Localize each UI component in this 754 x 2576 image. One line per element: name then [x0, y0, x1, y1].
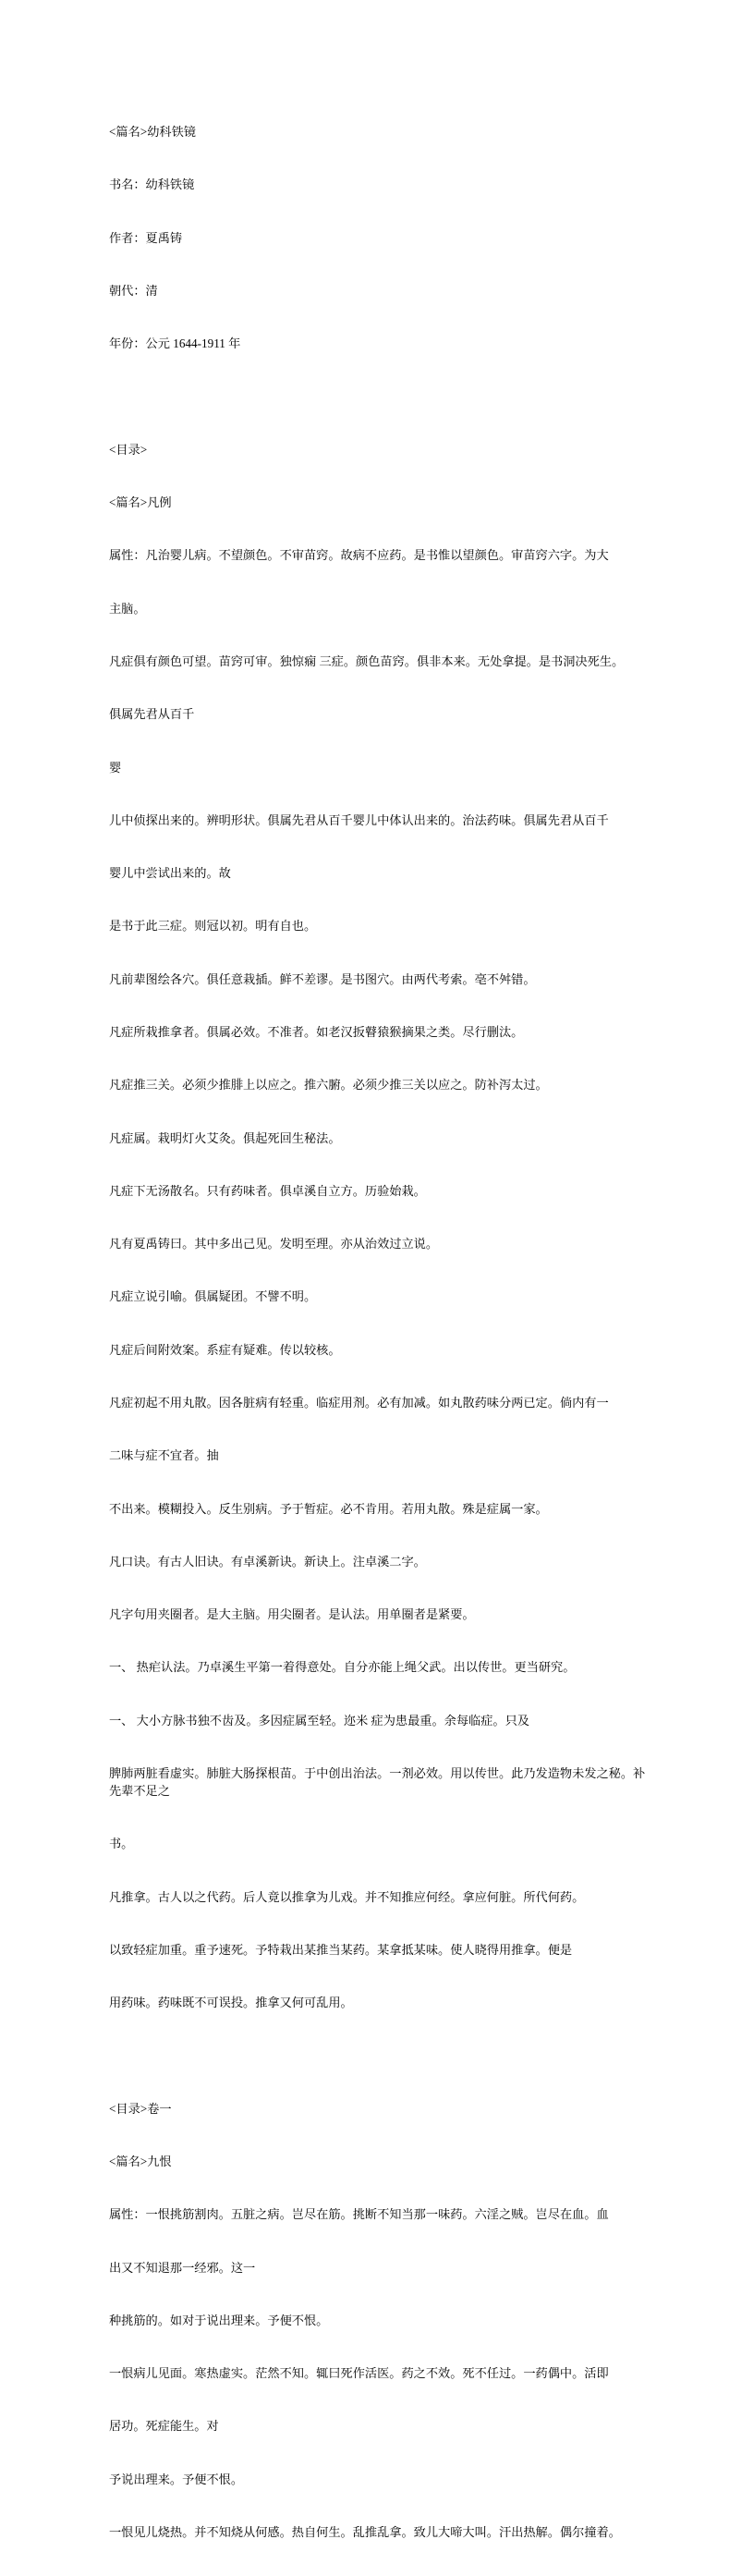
text-line: 不出来。模糊投入。反生别病。予于暂症。必不肯用。若用丸散。殊是症属一家。 — [109, 1501, 548, 1516]
text-line — [109, 2046, 651, 2064]
text-line — [109, 388, 651, 406]
text-line: <目录> — [109, 442, 148, 457]
text-line: <篇名>九恨 — [109, 2154, 172, 2168]
text-line: 用药味。药味既不可误投。推拿又何可乱用。 — [109, 1996, 353, 2010]
text-line: 主脑。 — [109, 601, 146, 616]
text-line: 书。 — [109, 1837, 134, 1851]
text-line: 出又不知退那一经邪。这一 — [109, 2260, 256, 2275]
text-line: 朝代：清 — [109, 284, 158, 299]
text-line: 凡口诀。有古人旧诀。有卓溪新诀。新诀上。注卓溪二字。 — [109, 1554, 426, 1569]
text-line: <目录>卷一 — [109, 2101, 172, 2116]
text-line: 俱属先君从百千 — [109, 707, 195, 722]
text-line: 凡症所栽推拿者。俱属必效。不准者。如老汉扳瞽猿猴摘果之类。尽行删汰。 — [109, 1024, 524, 1039]
text-line: 凡症后间附效案。系症有疑难。传以较核。 — [109, 1342, 341, 1357]
text-line: 书名：幼科铁镜 — [109, 177, 195, 192]
text-line: 凡症初起不用丸散。因各脏病有轻重。临症用剂。必有加减。如丸散药味分两已定。倘内有一 — [109, 1395, 609, 1410]
text-line: 凡推拿。古人以之代药。后人竟以推拿为儿戏。并不知推应何经。拿应何脏。所代何药。 — [109, 1889, 585, 1904]
document-body — [109, 88, 651, 2576]
text-line: 凡症属。栽明灯火艾灸。俱起死回生秘法。 — [109, 1130, 341, 1145]
text-line: 居功。死症能生。对 — [109, 2419, 219, 2434]
text-line: 儿中侦探出来的。辨明形状。俱属先君从百千婴儿中体认出来的。治法药味。俱属先君从百千 — [109, 812, 609, 827]
text-line: 凡有夏禹铸曰。其中多出己见。发明至理。亦从治效过立说。 — [109, 1237, 439, 1251]
text-line: 凡字句用夹圈者。是大主脑。用尖圈者。是认法。用单圈者是紧要。 — [109, 1607, 475, 1622]
text-line: 一恨病儿见面。寒热虚实。茫然不知。辄曰死作活医。药之不效。死不任过。一药偶中。活即 — [109, 2366, 609, 2381]
text-line: 属性：一恨挑筋割肉。五脏之病。岂尽在筋。挑断不知当那一味药。六淫之贼。岂尽在血。血 — [109, 2207, 609, 2222]
text-line: 种挑筋的。如对于说出理来。予便不恨。 — [109, 2313, 329, 2327]
text-line: 脾肺两脏看虚实。肺脏大肠探根苗。于中创出治法。一剂必效。用以传世。此乃发造物未发之秘。补先辈不足之 — [109, 1765, 646, 1798]
text-line: 凡前辈图绘各穴。俱任意栽插。鲜不差谬。是书图穴。由两代考索。亳不舛错。 — [109, 971, 536, 986]
text-line: 属性：凡治婴儿病。不望颜色。不审苗窍。故病不应药。是书惟以望颜色。审苗窍六字。为大 — [109, 548, 609, 563]
text-line: 作者：夏禹铸 — [109, 230, 183, 245]
text-line: 以致轻症加重。重予速死。予特栽出某推当某药。某拿抵某味。使人晓得用推拿。便是 — [109, 1942, 573, 1957]
text-line: 予说出理来。予便不恨。 — [109, 2472, 244, 2486]
text-line: 凡症立说引喻。俱属疑团。不譬不明。 — [109, 1289, 317, 1304]
text-line: <篇名>幼科铁镜 — [109, 125, 196, 140]
text-line: 二味与症不宜者。抽 — [109, 1448, 219, 1463]
text-line: 凡症俱有颜色可望。苗窍可审。独惊痫 三症。颜色苗窍。俱非本来。无处拿提。是书洞决死生。 — [109, 654, 625, 668]
text-line: 婴儿中尝试出来的。故 — [109, 866, 231, 881]
text-line: 凡症推三关。必须少推腓上以应之。推六腑。必须少推三关以应之。防补泻太过。 — [109, 1078, 548, 1093]
text-line: 凡症下无汤散名。只有药味者。俱卓溪自立方。历验始栽。 — [109, 1183, 426, 1198]
text-line: 一恨见儿烧热。并不知烧从何感。热自何生。乱推乱拿。致儿大啼大叫。汗出热解。偶尔撞着。 — [109, 2524, 621, 2539]
text-line: 是书于此三症。则冠以初。明有自也。 — [109, 919, 317, 934]
text-line: <篇名>凡例 — [109, 495, 172, 510]
text-line: 婴 — [109, 760, 122, 775]
text-line: 一、 热疟认法。乃卓溪生平第一着得意处。自分亦能上绳父武。出以传世。更当研究。 — [109, 1660, 576, 1675]
text-line: 一、 大小方脉书独不齿及。多因症属至轻。迩米 症为患最重。余每临症。只及 — [109, 1713, 529, 1728]
text-line: 年份：公元 1644-1911 年 — [109, 336, 241, 351]
